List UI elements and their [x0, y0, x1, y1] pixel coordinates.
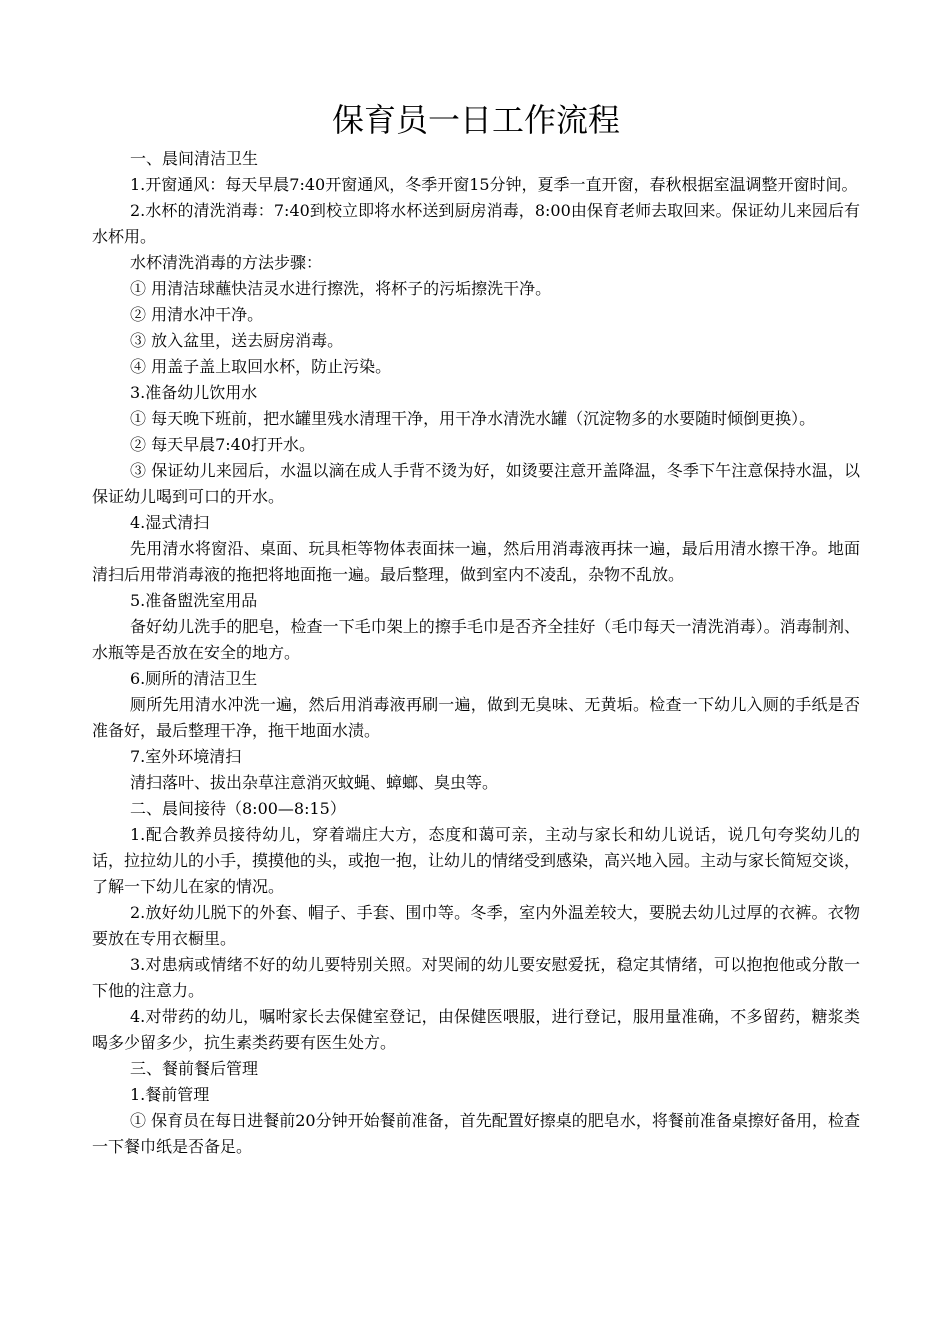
document-page: [92, 96, 860, 1160]
subsection-heading: 7.室外环境清扫: [130, 747, 242, 766]
paragraph: 2.放好幼儿脱下的外套、帽子、手套、围巾等。冬季，室内外温差较大，要脱去幼儿过厚的衣裤。衣物要放在专用衣橱里。: [92, 903, 860, 948]
subsection-heading: 3.准备幼儿饮用水: [130, 383, 258, 402]
section-heading: 一、晨间清洁卫生: [130, 149, 259, 168]
list-item: ④ 用盖子盖上取回水杯，防止污染。: [130, 357, 392, 376]
list-item: ① 用清洁球蘸快洁灵水进行擦洗，将杯子的污垢擦洗干净。: [130, 279, 552, 298]
document-title: 保育员一日工作流程: [331, 101, 620, 139]
paragraph: 1.配合教养员接待幼儿，穿着端庄大方，态度和蔼可亲，主动与家长和幼儿说话，说几句夸奖幼儿的话，拉拉幼儿的小手，摸摸他的头，或抱一抱，让幼儿的情绪受到感染，高兴地入园。主动与家长简短交谈，了解一下幼儿在家的情况。: [92, 825, 861, 896]
paragraph: 备好幼儿洗手的肥皂，检查一下毛巾架上的擦手毛巾是否齐全挂好（毛巾每天一清洗消毒）。消毒制剂、水瓶等是否放在安全的地方。: [92, 617, 860, 662]
paragraph: 2.水杯的清洗消毒：7:40到校立即将水杯送到厨房消毒，8:00由保育老师去取回来。保证幼儿来园后有水杯用。: [92, 201, 860, 246]
paragraph: 先用清水将窗沿、桌面、玩具柜等物体表面抹一遍，然后用消毒液再抹一遍，最后用清水擦干净。地面清扫后用带消毒液的拖把将地面拖一遍。最后整理，做到室内不凌乱，杂物不乱放。: [92, 539, 860, 584]
paragraph: 水杯清洗消毒的方法步骤：: [130, 253, 323, 272]
paragraph: 3.对患病或情绪不好的幼儿要特别关照。对哭闹的幼儿要安慰爱抚，稳定其情绪，可以抱抱他或分散一下他的注意力。: [92, 955, 860, 1000]
list-item: ② 每天早晨7:40打开水。: [130, 435, 316, 454]
subsection-heading: 6.厕所的清洁卫生: [130, 669, 258, 688]
section-heading: 二、晨间接待（8:00—8:15）: [130, 799, 346, 818]
subsection-heading: 5.准备盥洗室用品: [130, 591, 258, 610]
list-item: ③ 放入盆里，送去厨房消毒。: [130, 331, 344, 350]
paragraph: 4.对带药的幼儿，嘱咐家长去保健室登记，由保健医喂服，进行登记，服用量准确，不多留药，糖浆类喝多少留多少，抗生素类药要有医生处方。: [92, 1007, 860, 1052]
list-item: ① 保育员在每日进餐前20分钟开始餐前准备，首先配置好擦桌的肥皂水，将餐前准备桌擦好备用，检查一下餐巾纸是否备足。: [92, 1111, 860, 1156]
subsection-heading: 1.餐前管理: [130, 1085, 210, 1104]
paragraph: 厕所先用清水冲洗一遍，然后用消毒液再刷一遍，做到无臭味、无黄垢。检查一下幼儿入厕的手纸是否准备好，最后整理干净，拖干地面水渍。: [92, 695, 860, 740]
paragraph: 清扫落叶、拔出杂草注意消灭蚊蝇、蟑螂、臭虫等。: [130, 773, 499, 792]
list-item: ② 用清水冲干净。: [130, 305, 264, 324]
paragraph: 1.开窗通风：每天早晨7:40开窗通风，冬季开窗15分钟，夏季一直开窗，春秋根据室温调整开窗时间。: [130, 175, 858, 194]
subsection-heading: 4.湿式清扫: [130, 513, 210, 532]
list-item: ① 每天晚下班前，把水罐里残水清理干净，用干净水清洗水罐（沉淀物多的水要随时倾倒更换）。: [130, 409, 816, 428]
list-item: ③ 保证幼儿来园后，水温以滴在成人手背不烫为好，如烫要注意开盖降温，冬季下午注意保持水温，以保证幼儿喝到可口的开水。: [92, 461, 860, 506]
section-heading: 三、餐前餐后管理: [130, 1059, 259, 1078]
